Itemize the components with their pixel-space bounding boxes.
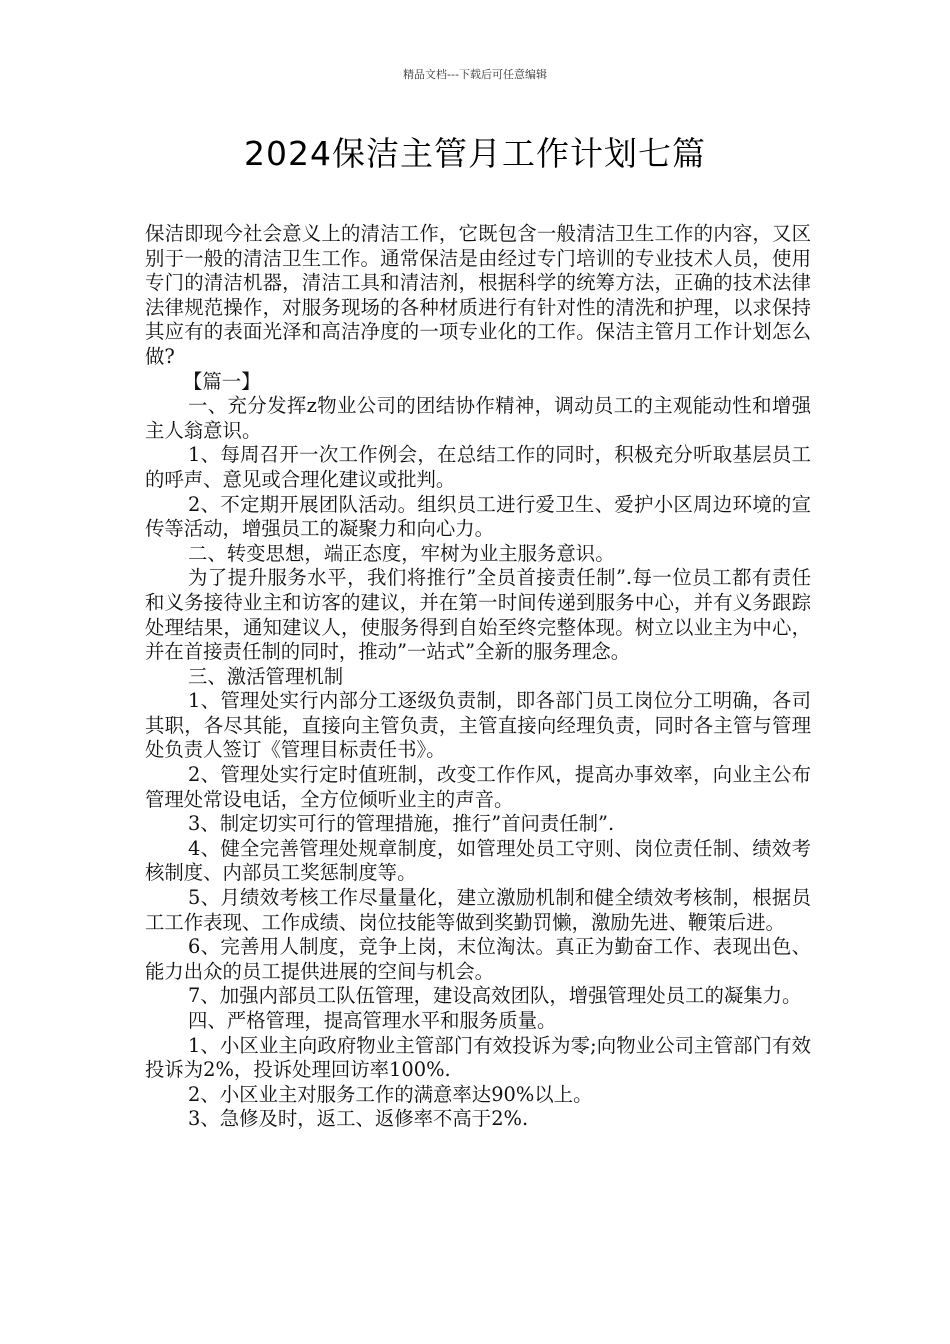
body-paragraph: 1、管理处实行内部分工逐级负责制，即各部门员工岗位分工明确，各司其职，各尽其能，直接向主管负责，主管直接向经理负责，同时各主管与管理处负责人签订《管理目标责任书》。	[145, 689, 811, 762]
section-heading-part-1: 【篇一】	[183, 369, 261, 393]
body-paragraph: 1、小区业主向政府物业主管部门有效投诉为零;向物业公司主管部门有效投诉为2%，投诉处理回访率100%.	[145, 1033, 811, 1082]
body-paragraph: 6、完善用人制度，竞争上岗，末位淘汰。真正为勤奋工作、表现出色、能力出众的员工提供进展的空间与机会。	[145, 935, 811, 983]
body-paragraph: 2、不定期开展团队活动。组织员工进行爱卫生、爱护小区周边环境的宣传等活动，增强员工的凝聚力和向心力。	[145, 492, 811, 541]
body-paragraph: 3、急修及时，返工、返修率不高于2%.	[188, 1107, 529, 1131]
body-paragraph: 2、管理处实行定时值班制，改变工作作风，提高办事效率，向业主公布管理处常设电话，全方位倾听业主的声音。	[145, 763, 811, 811]
body-paragraph: 2、小区业主对服务工作的满意率达90%以上。	[188, 1082, 593, 1106]
body-paragraph: 4、健全完善管理处规章制度，如管理处员工守则、岗位责任制、绩效考核制度、内部员工奖惩制度等。	[145, 836, 811, 885]
body-paragraph: 一、充分发挥z物业公司的团结协作精神，调动员工的主观能动性和增强主人翁意识。	[145, 394, 811, 442]
header-note: 精品文档---下载后可任意编辑	[403, 68, 547, 81]
body-paragraph: 三、激活管理机制	[188, 664, 344, 688]
intro-paragraph: 保洁即现今社会意义上的清洁工作，它既包含一般清洁卫生工作的内容，又区别于一般的清洁卫生工作。通常保洁是由经过专门培训的专业技术人员，使用专门的清洁机器，清洁工具和清洁剂，根据科学的统筹方法，正确的技术法律法律规范操作，对服务现场的各种材质进行有针对性的清洗和护理，以求保持其应有的表面光泽和高洁净度的一项专业化的工作。保洁主管月工作计划怎么做?	[145, 222, 811, 368]
body-paragraph: 7、加强内部员工队伍管理，建设高效团队，增强管理处员工的凝集力。	[188, 984, 802, 1008]
body-paragraph: 3、制定切实可行的管理措施，推行”首问责任制”.	[188, 812, 615, 836]
document-title: 2024保洁主管月工作计划七篇	[244, 134, 706, 173]
body-paragraph: 二、转变思想，端正态度，牢树为业主服务意识。	[188, 541, 615, 565]
body-paragraph: 四、严格管理，提高管理水平和服务质量。	[188, 1009, 557, 1032]
body-paragraph: 1、每周召开一次工作例会，在总结工作的同时，积极充分听取基层员工的呼声、意见或合理化建议或批判。	[145, 443, 811, 491]
body-paragraph: 5、月绩效考核工作尽量量化，建立激励机制和健全绩效考核制，根据员工工作表现、工作成绩、岗位技能等做到奖勤罚懒，激励先进、鞭策后进。	[145, 886, 811, 934]
body-paragraph: 为了提升服务水平，我们将推行”全员首接责任制”.每一位员工都有责任和义务接待业主和访客的建议，并在第一时间传递到服务中心，并有义务跟踪处理结果，通知建议人，使服务得到自始至终完整体现。树立以业主为中心，并在首接责任制的同时，推动”一站式”全新的服务理念。	[145, 566, 811, 664]
document-body	[145, 222, 811, 1132]
